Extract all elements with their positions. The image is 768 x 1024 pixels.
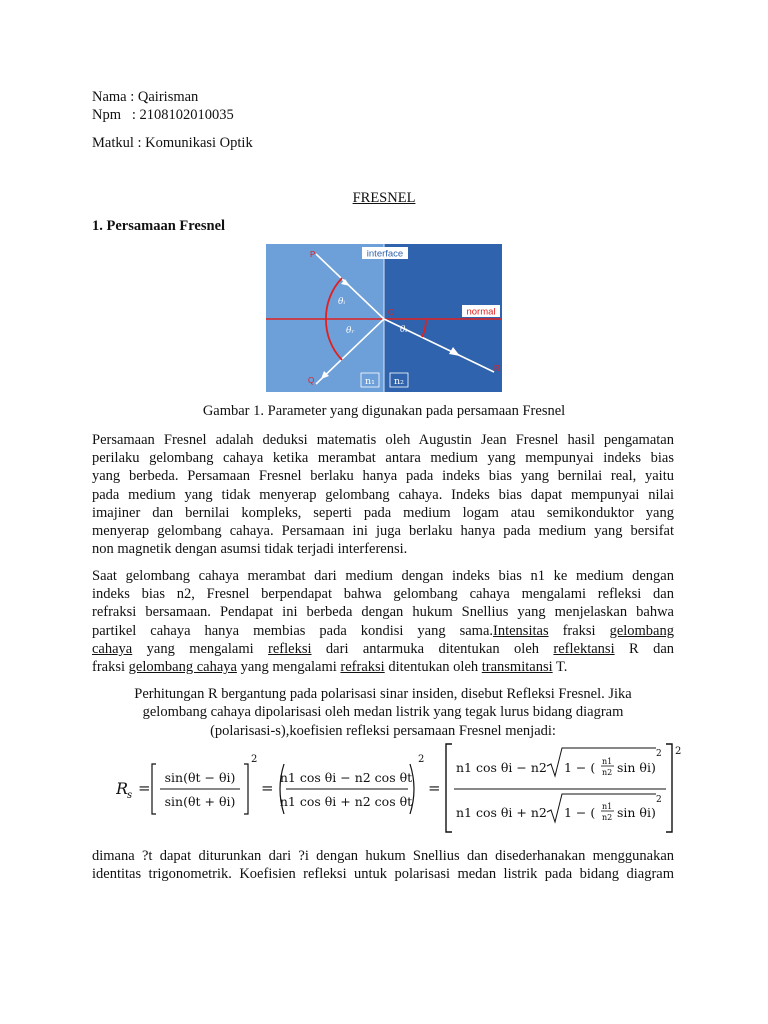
link-transmitansi[interactable]: transmitansi	[481, 659, 553, 676]
paragraph-4-line: identitas trigonometrik. Koefisien refleksi untuk polarisasi medan listrik pada bidang diagram	[92, 866, 674, 883]
paragraph-3	[92, 685, 674, 740]
formula-exp-1: 2	[251, 754, 258, 765]
link-refleksi[interactable]: refleksi	[268, 640, 312, 657]
formula-eq: =	[138, 779, 151, 797]
formula-rad-tail-top: sin θi)	[617, 760, 656, 775]
formula-n2-top: n2	[602, 768, 613, 777]
formula-n1-top: n1	[602, 757, 613, 766]
formula-lhs: R	[116, 779, 129, 798]
normal-label: normal	[466, 306, 496, 318]
theta-t-label: θₜ	[400, 325, 408, 335]
paragraph-2-text: dari antarmuka ditentukan oleh	[311, 640, 554, 657]
bracket-left-3	[446, 744, 452, 832]
paragraph-1	[92, 431, 674, 558]
paragraph-2-text: yang mengalami	[236, 659, 341, 676]
formula-lhs-sub: s	[127, 790, 133, 801]
link-reflektansi[interactable]: reflektansi	[553, 640, 615, 657]
paragraph-1-line: perilaku gelombang cahaya ketika merambat antara medium yang mempunyai indeks bias	[92, 450, 674, 467]
paragraph-2-line: Saat gelombang cahaya merambat dari medium dengan indeks bias n1 ke medium dengan	[92, 568, 674, 584]
section-heading: 1. Persamaan Fresnel	[92, 218, 226, 234]
link-intensitas[interactable]: Intensitas	[493, 622, 549, 639]
paragraph-2-text: T.	[552, 659, 568, 676]
npm-line: Npm : 2108102010035	[92, 107, 234, 123]
formula-radicand-top: 1 − (	[564, 760, 596, 775]
link-gelombang-cahaya[interactable]: gelombang cahaya	[128, 659, 237, 676]
paragraph-2-text: partikel cahaya hanya membias pada kondisi yang sama.	[92, 622, 494, 639]
paragraph-2-text: fraksi	[92, 659, 129, 676]
paragraph-1-line: Persamaan Fresnel adalah deduksi matematis oleh Augustin Jean Fresnel hasil pengamatan	[92, 432, 674, 448]
paragraph-2-line: refraksi bersamaan. Pendapat ini berbeda dengan hukum Snellius yang menjelaskan bahwa	[92, 604, 674, 621]
interface-label: interface	[366, 248, 404, 260]
figure-caption: Gambar 1. Parameter yang digunakan pada persamaan Fresnel	[202, 403, 566, 419]
theta-i-label: θᵢ	[338, 297, 346, 307]
paragraph-2-line: indeks bias n2, Fresnel berpendapat bahwa gelombang cahaya mengalami refleksi dan	[92, 586, 674, 603]
formula-n2-bottom: n2	[602, 813, 613, 822]
formula-num2: n1 cos θi − n2 cos θt	[279, 770, 413, 785]
bracket-right-3	[666, 744, 672, 832]
bracket-left-1	[152, 764, 156, 814]
formula-exp-inner-bottom: 2	[656, 795, 662, 805]
link-cahaya[interactable]: cahaya	[92, 640, 133, 657]
formula-radicand-bottom: 1 − (	[564, 805, 596, 820]
n1-label: n₁	[365, 376, 375, 387]
paragraph-2-text: yang mengalami	[132, 640, 269, 657]
paragraph-2	[92, 567, 674, 676]
fresnel-rs-formula	[116, 742, 684, 834]
medium-n1-region	[266, 244, 384, 392]
point-p-label: P	[310, 250, 316, 259]
point-r-label: R	[494, 364, 500, 373]
paragraph-1-line: yang berbeda. Persamaan Fresnel berlaku hanya pada indeks bias yang bernilai real, yaitu	[92, 468, 674, 485]
point-q-label: Q	[308, 376, 315, 385]
theta-r-label: θᵣ	[346, 326, 355, 336]
link-refraksi[interactable]: refraksi	[340, 659, 385, 676]
paragraph-4-line: dimana ?t dapat diturunkan dari ?i dengan hukum Snellius dan disederhanakan menggunakan	[92, 848, 674, 864]
formula-num3a: n1 cos θi − n2	[456, 760, 547, 775]
paragraph-2-text: fraksi	[548, 622, 610, 639]
formula-den1: sin(θt + θi)	[164, 794, 236, 809]
formula-rad-tail-bottom: sin θi)	[617, 805, 656, 820]
n2-label: n₂	[394, 376, 404, 387]
medium-n2-region	[384, 244, 502, 392]
paragraph-1-line: menyerap gelombang cahaya. Persamaan ini juga berlaku hanya pada medium yang bersifat	[92, 523, 674, 540]
fresnel-diagram	[266, 244, 502, 392]
paragraph-2-text: ditentukan oleh	[384, 659, 482, 676]
formula-exp-2: 2	[418, 754, 425, 765]
formula-exp-inner-top: 2	[656, 749, 662, 759]
paragraph-2-line	[92, 640, 674, 658]
name-line: Nama : Qairisman	[92, 89, 199, 105]
formula-den2: n1 cos θi + n2 cos θt	[279, 794, 413, 809]
paragraph-3-line: gelombang cahaya dipolarisasi oleh medan listrik yang tegak lurus bidang diagram	[142, 704, 624, 721]
paragraph-3-line: (polarisasi-s),koefisien refleksi persamaan Fresnel menjadi:	[210, 722, 556, 739]
formula-exp-3: 2	[675, 746, 682, 757]
matkul-line: Matkul : Komunikasi Optik	[92, 135, 253, 151]
paragraph-4	[92, 847, 674, 883]
paragraph-2-line	[92, 622, 674, 640]
formula-n1-bottom: n1	[602, 802, 613, 811]
formula-eq: =	[428, 779, 441, 797]
paragraph-2-text: R dan	[614, 640, 675, 657]
paragraph-1-line: non magnetik dengan asumsi tidak terjadi interferensi.	[92, 541, 408, 558]
paragraph-1-line: imajiner dan bernilai kompleks, seperti pada medium logam atau semikonduktor yang	[92, 504, 674, 521]
paragraph-3-line: Perhitungan R bergantung pada polarisasi sinar insiden, disebut Refleksi Fresnel. Jika	[134, 686, 632, 702]
document-title: FRESNEL	[352, 190, 416, 206]
point-o-label: O	[388, 308, 395, 317]
link-gelombang[interactable]: gelombang	[609, 622, 674, 639]
bracket-right-1	[244, 764, 248, 814]
paragraph-1-line: pada medium yang tidak menyerap gelombang cahaya. Indeks bias dapat mempunyai nilai	[92, 486, 674, 503]
paragraph-2-line	[92, 658, 674, 676]
formula-den3a: n1 cos θi + n2	[456, 805, 547, 820]
formula-eq: =	[261, 779, 274, 797]
formula-num1: sin(θt − θi)	[164, 770, 236, 785]
